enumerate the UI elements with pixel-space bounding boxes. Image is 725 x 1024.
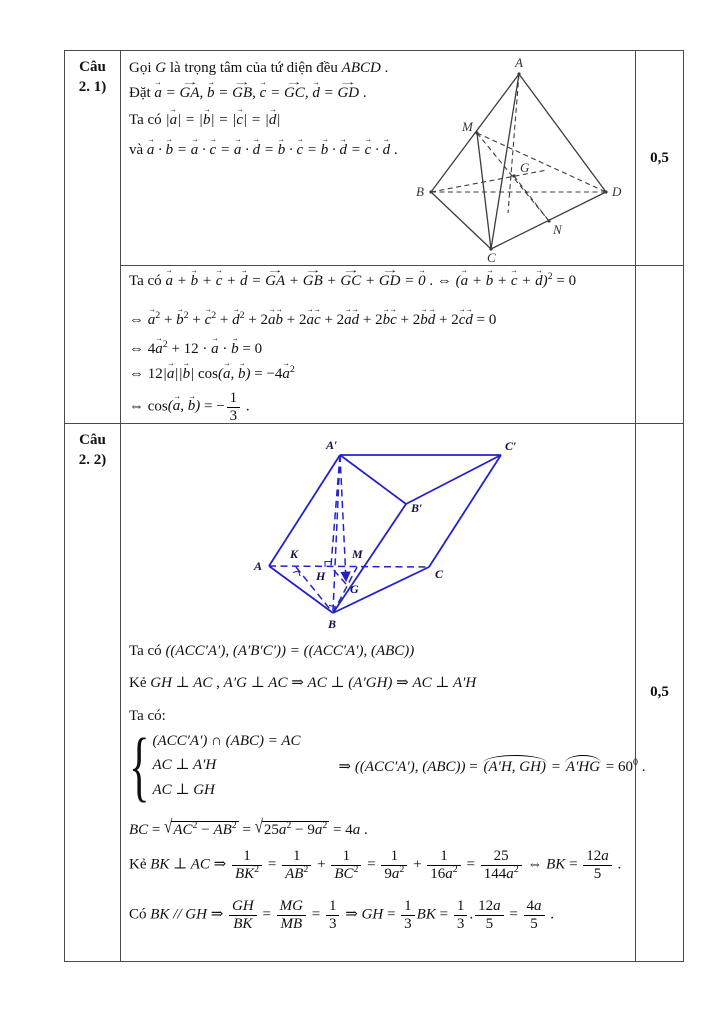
math-line: Có BK // GH ⇒ $\frac{GH}{BK}$ = $\frac{MG}{MB}$ = $\frac{1}{3}$ ⇒ GH = $\frac{1}{3}$ BK = $\frac{1}{3}$ . $\frac{12a}{5}$ = $\frac{4a}{5}$ . [129,898,555,932]
vertex-label-A: A [515,55,523,70]
system-row: AC ⊥ A′H [152,757,217,774]
question-label-2-1 [65,51,121,424]
system-row: (ACC′A′) ∩ (ABC) = AC [152,732,301,749]
vertex-label-D: D [612,184,622,199]
score-cell-2-2 [636,424,683,961]
vertex-label-C-prime: C′ [505,439,517,453]
vertex-label-B: B [416,184,424,199]
statement-cell-2-1 [121,51,636,266]
vertex-label-K: K [290,547,299,561]
tetrahedron-figure [416,53,636,265]
score-value: 0,5 [650,684,669,700]
math-line: ⇔ 4a →$^2$ + 12 · a → · b → = 0 [129,340,262,360]
math-line: Gọi G là trọng tâm của tứ diện đều ABCD . [129,60,389,76]
score-cell-2-1b [636,266,683,424]
vertex-label-G: G [350,582,359,596]
math-line: BC = $√AC^2 - AB^2 = √25a^2 - 9a^2 = 4a$ . [129,817,368,838]
score-value: 0,5 [650,149,669,166]
solution-cell-2-2 [121,424,646,961]
math-line: ⇔ 12|a →||b →| cos(a →, b →) = −4a →$^2$ [129,365,295,385]
vertex-label-C: C [435,567,444,581]
system-row: AC ⊥ GH [152,781,215,798]
vertex-label-A: A [254,559,263,573]
equation-system [129,722,646,809]
vertex-label-M: M [352,547,363,561]
math-line: Kẻ GH ⊥ AC , A′G ⊥ AC ⇒ AC ⊥ (A′GH) ⇒ AC ⊥ A′H [129,675,477,691]
math-line: Ta có a → + b → + c → + d → = GA → + GB → + GC → + GD → = 0 → . ⇔ (a → + b → + c → + d →)$^2$ = 0 [129,272,576,292]
question-label-line2: 2. 1) [78,79,107,96]
math-line: và a → · b → = a → · c → = a → · d → = b → · c → = b → · d → = c → · d → . [129,141,398,161]
vertex-label-B: B [328,617,337,631]
vertex-label-H: H [316,569,326,583]
question-label-2-2 [65,424,121,961]
question-label-line1: Câu [79,59,106,75]
math-line: Ta có: [129,708,166,724]
vertex-label-A-prime: A′ [326,438,338,452]
question-label-line2: 2. 2) [78,452,107,469]
system-brace: { [129,722,150,809]
question-label-line1: Câu [79,432,106,448]
math-line: Kẻ BK ⊥ AC ⇒ $\frac{1}{BK^2}$ = $\frac{1}{AB^2}$ + $\frac{1}{BC^2}$ = $\frac{1}{9a^2}$ + $\frac{1}{16a^2}$ = $\frac{25}{144a^2}$ ⇔ BK = $\frac{12a}{5}$ . [129,848,622,882]
vertex-dots [429,72,607,250]
prism-figure [246,436,526,641]
solution-table [64,50,684,962]
math-line: Ta có |a →| = |b →| = |c →| = |d →| [129,111,280,131]
solution-cell-2-1 [121,266,636,424]
math-line: ⇔ a →$^2$ + b →$^2$ + c →$^2$ + d →$^2$ + 2a →b → + 2a →c → + 2a →d → + 2b →c → + 2b →d → + 2c →d → = 0 [129,311,496,331]
system-conclusion: ⇒ ((ACC′A′), (ABC)) = (A′H, $GH) = A'HG = 60^0$ . [338,756,646,775]
math-line: Ta có ((ACC′A′), (A′B′C′)) = ((ACC′A′), (ABC)) [129,643,415,659]
math-line: ⇔ cos(a →, b →) = − $\frac{1}{3}$ . [129,390,250,424]
vertex-label-G: G [520,160,530,175]
vertex-label-C: C [487,250,496,265]
score-cell-2-1 [636,51,683,266]
vertex-label-M: M [462,119,473,134]
math-line: Đặt a → = GA →, b → = GB →, c → = GC →, d → = GD → . [129,84,367,104]
vertex-label-N: N [553,222,562,237]
vertex-label-B-prime: B′ [411,501,423,515]
